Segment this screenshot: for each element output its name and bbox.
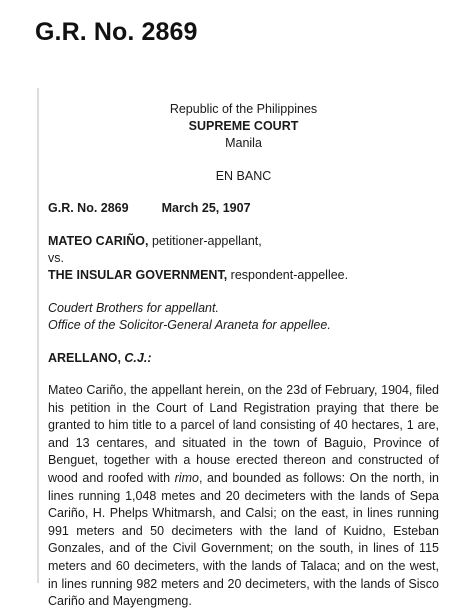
petitioner-role: petitioner-appellant, [148,234,262,248]
paragraph-text-1: Mateo Cariño, the appellant herein, on the 23d of February, 1904, filed his petition in the Court of Land Registration praying that there be granted to him title to a parcel of land consisting of 40 hectares, 1 are, and 13 centares, and situated in the town of Baguio, Province of Benguet, together with a house erected thereon and constructed of wood and roofed with [48,383,439,485]
paragraph-text-2: , and bounded as follows: On the north, in lines running 1,048 metes and 20 decimeters with the lands of Sepa Cariño, H. Phelps Whitmarsh, and Calsi; on the east, in lines running 991 meters and 50 decimeters with the land of Kuidno, Esteban Gonzales, and of the Civil Government; on the south, in lines of 115 meters and 60 decimeters, with the lands of Talaca; and on the west, in lines running 982 meters and 20 decimeters, with the lands of Sisco Cariño and Mayengmeng. [48,470,440,609]
petitioner-line [48,233,437,250]
respondent-name: THE INSULAR GOVERNMENT, [48,268,228,282]
page-title: G.R. No. 2869 [35,18,198,46]
case-date: March 25, 1907 [161,201,251,215]
republic-line: Republic of the Philippines [169,102,318,116]
case-number: G.R. No. 2869 [48,201,129,215]
paragraph-italic-term: rimo [174,470,199,485]
versus: vs. [48,251,64,265]
respondent-line [48,267,437,284]
court-header [48,88,439,185]
court-name: SUPREME COURT [188,119,299,133]
case-line [48,200,437,217]
ponente-name: ARELLANO, [48,351,121,365]
division-label: EN BANC [215,169,272,183]
decision-paragraph [48,382,439,611]
counsel-appellant: Coudert Brothers for appellant. [48,301,219,315]
court-city: Manila [225,136,262,150]
respondent-role: respondent-appellee. [227,268,349,282]
parties [48,233,437,284]
counsel-block [48,300,437,334]
ponente [48,350,437,367]
ponente-title: C.J.: [120,351,152,365]
counsel-appellee: Office of the Solicitor-General Araneta for appellee. [48,318,331,332]
decision-blockquote [37,88,440,609]
petitioner-name: MATEO CARIÑO, [48,234,149,248]
